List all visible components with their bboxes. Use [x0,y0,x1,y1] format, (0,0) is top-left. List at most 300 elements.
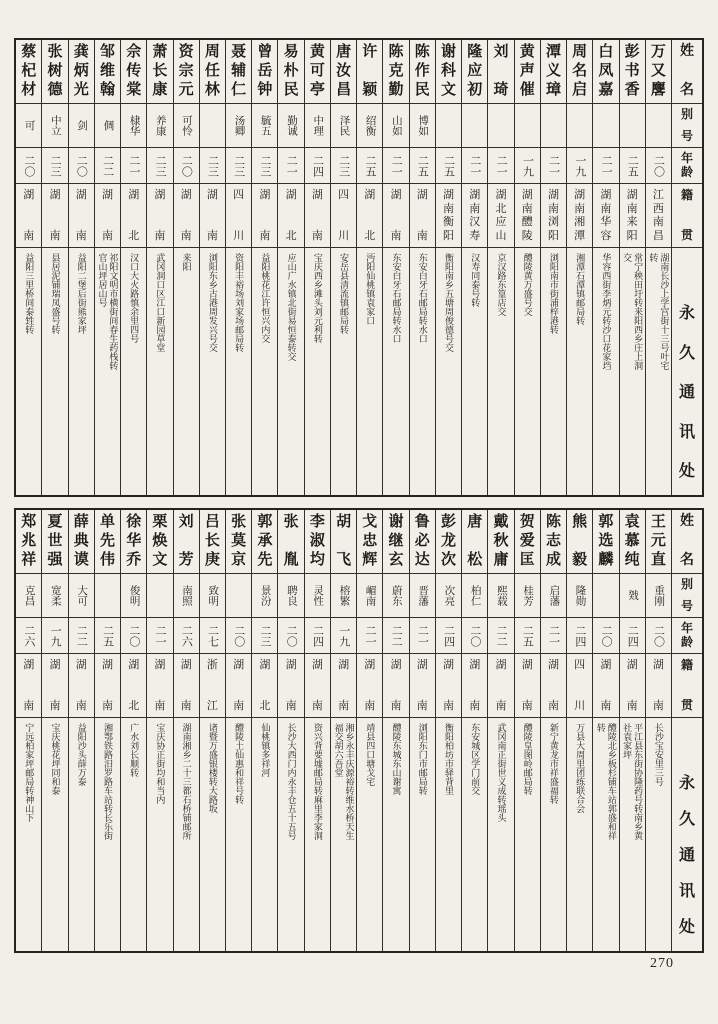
person-age: 二一 [390,154,403,177]
person-alias: 勤诚 [285,115,297,136]
person-name: 万 又 麐 [650,44,666,99]
person-origin: 湖 南 [49,189,61,242]
person-column [225,40,251,495]
person-column [94,40,120,495]
person-origin: 湖 南 [443,659,454,712]
person-alias: 中理 [312,115,324,136]
person-column [41,40,67,495]
person-age: 一九 [49,624,62,647]
person-name: 资 宗 元 [178,44,194,99]
person-address: 平江县东街协隆药号转南乡黄社袁家坪 [622,723,644,840]
person-address: 广水刘长顺转 [129,723,140,777]
person-age: 二〇 [232,624,245,647]
person-address: 汉寿同泰号转 [470,253,481,307]
person-origin: 湖 南 [521,659,533,712]
person-origin: 湖 南 浏 阳 [547,189,559,242]
person-age: 二〇 [22,154,35,177]
person-name: 郑 兆 祥 [21,514,37,569]
person-address: 湖南湘乡二十三都石桥铺邮所 [181,723,192,840]
person-column [619,40,645,495]
person-origin: 湖 南 [390,189,402,242]
person-origin: 四 川 [574,659,586,712]
person-alias: 致明 [207,585,219,606]
person-address: 东安白牙石邮局转水口 [417,253,428,343]
person-name: 潭 义 璋 [545,44,561,99]
person-origin: 四 川 [338,189,350,242]
person-name: 郭 选 麟 [598,514,614,569]
person-address: 湖南长沙上学宫街十三号叶宅转 [648,253,670,370]
person-column [435,510,461,951]
person-age: 二一 [416,624,429,647]
person-name: 熊 毅 [572,514,588,569]
person-name: 周 任 林 [204,44,220,99]
person-age: 二三 [259,624,272,647]
person-age: 二二 [390,624,403,647]
person-age: 二二 [495,624,508,647]
person-age: 二〇 [468,624,481,647]
person-address: 浏阳东门市邮局转 [417,723,428,795]
person-alias: 晋藩 [417,585,429,606]
person-age: 二一 [600,154,613,177]
person-address: 祁阳文明市横街间春生药栈转官山坪居山号 [97,253,119,370]
person-origin: 湖 南 [233,659,245,712]
person-origin: 湖 南 [75,189,87,242]
person-name: 许 颖 [362,44,378,99]
person-column [592,40,618,495]
header-column [671,510,702,951]
person-origin: 湖 南 汉 寿 [469,189,481,242]
person-name: 陈 志 成 [545,514,561,569]
person-alias: 倜 [102,120,114,131]
person-address: 湘鄂铁路汨罗路车站转长乐街 [102,723,113,840]
page-number: 270 [650,956,674,971]
person-address: 醴陵北乡板杉铺车站郭盛和祥转 [595,723,617,840]
person-address: 靖县四口塘戈宅 [365,723,376,786]
person-address: 衡阳柏坊市驿背里 [443,723,454,795]
person-alias: 重刚 [653,585,665,606]
person-column [461,40,487,495]
person-age: 二〇 [652,154,665,177]
person-name: 隆 应 初 [467,44,483,99]
person-alias: 山如 [390,115,402,136]
person-name: 彭 龙 次 [441,514,457,569]
person-address: 东安白牙石邮局转水口 [391,253,402,343]
person-column [120,40,146,495]
person-origin: 湖 南 [23,659,35,712]
person-name: 黄 声 催 [519,44,535,99]
person-name: 袁 慕 纯 [624,514,640,569]
person-age: 二一 [154,624,167,647]
person-alias: 泽民 [338,115,350,136]
person-origin: 湖 南 [101,659,113,712]
person-age: 二三 [259,154,272,177]
person-column [330,510,356,951]
person-age: 二一 [495,154,508,177]
person-alias: 汤卿 [233,115,245,136]
person-column [514,510,540,951]
person-address: 常宁秧田圩转来阳西乡庄上洞交 [622,253,644,370]
person-column [16,40,41,495]
person-origin: 浙 江 [206,659,218,712]
person-origin: 湖 南 [469,659,481,712]
person-origin: 湖 南 [600,659,612,712]
person-name: 张 胤 [283,514,299,569]
person-address: 长沙大西门内永丰仓五十五号 [286,723,297,840]
person-column [251,40,277,495]
person-name: 胡 飞 [336,514,352,569]
person-origin: 湖 南 [652,659,664,712]
person-origin: 湖 南 [338,659,350,712]
person-column [487,40,513,495]
person-column [645,510,671,951]
person-address: 衡阳南乡五塘周俊德号交 [443,253,454,352]
person-name: 贺 爱 匡 [519,514,535,569]
person-alias: 中立 [49,115,61,136]
header-address: 永 久 通 讯 处 [678,775,695,937]
person-column [356,510,382,951]
person-column [382,40,408,495]
person-age: 二〇 [600,624,613,647]
person-age: 二三 [206,154,219,177]
person-column [382,510,408,951]
person-age: 二〇 [75,154,88,177]
person-address: 醴陵土仙惠和祥号转 [234,723,245,804]
person-name: 栗 焕 文 [152,514,168,569]
person-column [173,510,199,951]
person-origin: 湖 南 来 阳 [626,189,638,242]
person-age: 二四 [311,624,324,647]
person-age: 二一 [547,154,560,177]
person-alias: 可怜 [181,115,193,136]
person-column [566,510,592,951]
person-age: 二五 [626,154,639,177]
person-column [461,510,487,951]
person-age: 二二 [75,624,88,647]
person-address: 应山广水镇北街易恒泰转交 [286,253,297,361]
header-origin: 籍 贯 [680,188,693,242]
person-name: 陈 克 勤 [388,44,404,99]
person-age: 一九 [337,624,350,647]
person-age: 二四 [311,154,324,177]
person-address: 来阳 [181,253,192,271]
person-column [514,40,540,495]
person-name: 唐 汝 昌 [336,44,352,99]
person-alias: 嵋南 [364,585,376,606]
person-address: 长沙宝安里三号 [653,723,664,786]
person-age: 二一 [127,154,140,177]
person-alias: 剑 [76,120,88,131]
person-origin: 湖 南 [416,659,428,712]
person-address: 益阳沙头薛万泰 [76,723,87,786]
person-column [173,40,199,495]
person-address: 浏阳东乡古港周发兴号交 [207,253,218,352]
person-column [330,40,356,495]
person-age: 二三 [232,154,245,177]
person-column [592,510,618,951]
person-name: 周 名 启 [572,44,588,99]
person-origin: 湖 南 [154,189,166,242]
person-age: 二五 [442,154,455,177]
person-alias: 大可 [76,585,88,606]
header-name: 姓 名 [680,514,694,569]
person-address: 仙桃镇多祥河 [260,723,271,777]
person-origin: 湖 南 衡 阳 [443,189,454,242]
person-age: 二四 [573,624,586,647]
header-alias: 别 号 [680,577,693,613]
person-age: 二〇 [180,154,193,177]
person-column [199,40,225,495]
directory-table-bottom [14,508,704,953]
person-alias: 克昌 [23,585,35,606]
person-origin: 湖 南 [75,659,87,712]
person-alias: 聘良 [285,585,297,606]
person-alias: 景汾 [259,585,271,606]
person-origin: 湖 南 [311,189,323,242]
person-column [487,510,513,951]
person-column [120,510,146,951]
person-name: 曾 岳 钟 [257,44,273,99]
person-column [68,510,94,951]
header-address: 永 久 通 讯 处 [678,305,695,481]
person-column [41,510,67,951]
person-name: 单 先 伟 [99,514,115,569]
person-origin: 湖 南 [180,659,192,712]
person-origin: 湖 南 [101,189,113,242]
person-alias: 灵性 [312,585,324,606]
person-alias: 南照 [181,585,193,606]
person-address: 武冈洞口区江口新园草堂 [155,253,166,352]
person-address: 东安城区学门前交 [470,723,481,795]
person-age: 一九 [521,154,534,177]
person-address: 汉口大火路慎余里四号 [129,253,140,343]
person-age: 二五 [363,154,376,177]
person-address: 宝庆西乡滩头刘元利转 [312,253,323,343]
person-origin: 湖 南 [259,189,271,242]
person-name: 萧 长 康 [152,44,168,99]
person-name: 刘 琦 [493,44,509,99]
person-age: 二一 [468,154,481,177]
person-alias: 俊明 [128,585,140,606]
person-name: 彭 书 香 [624,44,640,99]
person-address: 华容西街李炳元转沙口花家垱 [601,253,612,370]
person-alias: 桂芳 [522,585,534,606]
person-alias: 博如 [417,115,429,136]
person-name: 戈 忠 辉 [362,514,378,569]
person-alias: 榕繁 [338,585,350,606]
person-origin: 湖 南 [49,659,61,712]
person-name: 夏 世 强 [47,514,63,569]
person-column [435,40,461,495]
person-name: 谢 继 玄 [388,514,404,569]
person-origin: 湖 南 [390,659,402,712]
person-origin: 湖 北 [285,189,297,242]
person-age: 二〇 [127,624,140,647]
person-origin: 湖 北 [259,659,271,712]
person-name: 鲁 必 达 [414,514,430,569]
person-origin: 四 川 [233,189,245,242]
person-address: 宁远柏家坪邮局转神山下 [24,723,35,822]
person-age: 二七 [206,624,219,647]
person-address: 武冈南正街世义成转瑶头 [496,723,507,822]
person-alias: 棣华 [128,115,140,136]
person-alias: 可 [23,120,35,131]
person-name: 唐 松 [467,514,483,569]
header-age: 年 龄 [680,621,693,649]
person-age: 二四 [442,624,455,647]
header-origin: 籍 贯 [680,658,693,712]
person-age: 二一 [363,624,376,647]
person-address: 湘乡永丰庆源裕转维水桥天生福交胡六吾堂 [333,723,355,840]
person-alias: 养康 [154,115,166,136]
person-column [409,40,435,495]
person-address: 醴陵东城东山谢寓 [391,723,402,795]
person-alias: 戣 [627,590,639,601]
person-origin: 江 西 南 昌 [652,189,664,242]
person-name: 李 淑 均 [309,514,325,569]
person-age: 二五 [101,624,114,647]
person-address: 资兴背要墟邮局转麻里李家洞 [312,723,323,840]
person-column [94,510,120,951]
person-address: 安岳县清流镇邮局转 [339,253,350,334]
person-name: 张 莫 京 [231,514,247,569]
person-address: 京汉路东篁店交 [496,253,507,316]
person-name: 佘 传 棠 [126,44,142,99]
person-name: 薛 典 谟 [73,514,89,569]
person-address: 湘潭石潭镇邮局转 [575,253,586,325]
person-alias: 隆勋 [574,585,586,606]
person-age: 二五 [416,154,429,177]
person-column [277,510,303,951]
person-origin: 湖 南 [154,659,166,712]
person-origin: 湖 南 [364,659,376,712]
person-column [619,510,645,951]
person-address: 宝庆协正街均和当内 [155,723,166,804]
person-age: 一九 [573,154,586,177]
person-name: 郭 承 先 [257,514,273,569]
header-column [671,40,702,495]
person-alias: 柏仁 [469,585,481,606]
person-name: 蔡 杞 材 [21,44,37,99]
person-origin: 湖 南 醴 陵 [521,189,533,242]
person-address: 万县大周里团练联合会 [575,723,586,813]
header-name: 姓 名 [680,44,694,99]
person-address: 资阳丰裕场刘家场邮局转 [234,253,245,352]
person-name: 谢 科 文 [441,44,457,99]
person-origin: 湖 南 [626,659,638,712]
person-origin: 湖 南 [547,659,559,712]
person-column [356,40,382,495]
person-address: 新宁黄龙市祥盛福转 [548,723,559,804]
person-name: 陈 作 民 [414,44,430,99]
person-origin: 湖 南 湘 潭 [574,189,586,242]
person-column [645,40,671,495]
person-alias: 宽柔 [49,585,61,606]
person-name: 白 凤 嘉 [598,44,614,99]
person-origin: 湖 南 [416,189,428,242]
person-column [277,40,303,495]
person-age: 二三 [154,154,167,177]
person-origin: 湖 南 [206,189,218,242]
person-name: 易 朴 民 [283,44,299,99]
person-address: 县居泥铺瑞凤盛号转 [50,253,61,334]
person-address: 醴陵黄万盛号交 [522,253,533,316]
person-name: 聂 辅 仁 [231,44,247,99]
directory-table-top [14,38,704,497]
person-origin: 湖 南 [311,659,323,712]
person-address: 沔阳仙桃镇袁家口 [365,253,376,325]
person-name: 邹 维 翰 [99,44,115,99]
person-age: 二三 [337,154,350,177]
person-origin: 湖 南 [23,189,35,242]
person-origin: 湖 南 [180,189,192,242]
person-age: 二五 [521,624,534,647]
person-name: 刘 芳 [178,514,194,569]
person-address: 醴陵皇图岭邮局转 [522,723,533,795]
person-column [540,510,566,951]
person-age: 二六 [180,624,193,647]
person-address: 益阳桃花江许恒兴内交 [260,253,271,343]
person-origin: 湖 南 [495,659,507,712]
person-origin: 湖 北 [128,659,140,712]
person-origin: 湖 北 [128,189,140,242]
header-age: 年 龄 [680,151,693,179]
person-age: 二三 [49,154,62,177]
person-name: 吕 长 庚 [204,514,220,569]
person-alias: 熙载 [495,585,507,606]
person-alias: 绍衡 [364,115,376,136]
person-column [146,510,172,951]
person-age: 二四 [626,624,639,647]
person-age: 二六 [22,624,35,647]
person-origin: 湖 南 华 容 [600,189,612,242]
person-alias: 毓五 [259,115,271,136]
person-alias: 次亮 [443,585,455,606]
person-age: 二〇 [652,624,665,647]
person-address: 浏阳南市街浦梓港转 [548,253,559,334]
person-age: 二一 [547,624,560,647]
person-column [68,40,94,495]
person-column [409,510,435,951]
person-address: 益阳二堡后街熊家坪 [76,253,87,334]
person-name: 戴 秋 庸 [493,514,509,569]
person-column [146,40,172,495]
person-column [16,510,41,951]
person-name: 黄 可 亭 [309,44,325,99]
person-alias: 蔚东 [390,585,402,606]
person-column [304,510,330,951]
person-origin: 湖 北 应 山 [495,189,507,242]
person-address: 益阳三里桥间泰甡转 [24,253,35,334]
person-column [304,40,330,495]
person-column [199,510,225,951]
person-origin: 湖 北 [364,189,376,242]
header-alias: 别 号 [680,107,693,143]
person-column [251,510,277,951]
person-address: 宝庆桃花坪同和泰 [50,723,61,795]
person-alias: 启藩 [548,585,560,606]
person-column [225,510,251,951]
person-column [540,40,566,495]
person-name: 王 元 直 [650,514,666,569]
person-name: 张 树 德 [47,44,63,99]
person-origin: 湖 南 [285,659,297,712]
person-name: 龚 炳 光 [73,44,89,99]
person-address: 诸暨万盛银楼转大路坂 [207,723,218,813]
person-age: 二二 [101,154,114,177]
person-name: 徐 华 乔 [126,514,142,569]
person-column [566,40,592,495]
person-age: 二〇 [285,624,298,647]
